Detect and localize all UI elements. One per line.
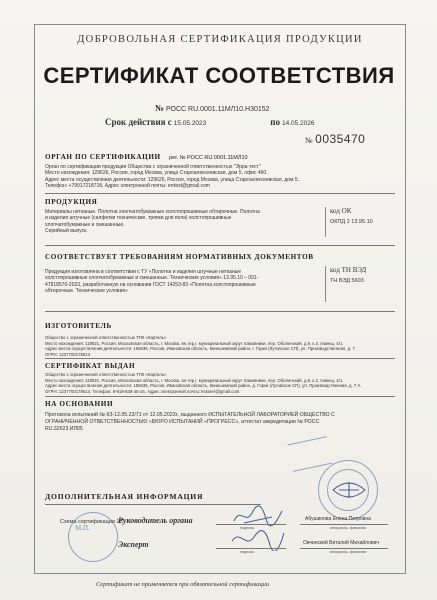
issued-to-details <box>45 372 395 394</box>
expert-name: Овчинский Виталий Михайлович <box>303 540 379 546</box>
basis-details <box>45 412 395 432</box>
registration-label: № <box>155 103 165 113</box>
divider <box>45 358 395 359</box>
blank-label: № <box>305 136 314 145</box>
product-line: хлопчатобумажные и смешанные. <box>45 221 125 228</box>
head-role: Руководитель органа <box>118 516 193 525</box>
cert-body-line: Телефон: +79017218718, Адрес электронной почты: errtest@gmail.com <box>45 182 210 189</box>
validity-to-label: по <box>270 117 280 127</box>
product-code-box <box>325 207 400 237</box>
issued-to-line: Общество с ограниченной ответственностью ТПК «Картель» <box>45 372 167 377</box>
requirements-code: ТН ВЭД 5603 <box>330 278 364 284</box>
requirements-line: холстопрошивные хлопчатобумажные и смешанные. Технические условия» 13.95.10 – 001- <box>45 275 259 282</box>
basis-line: ОГРАНИЧЕННОЙ ОТВЕТСТВЕННОСТЬЮ «БЮРО ИСПЫТАНИЙ «ПРОГРЕСС», аттестат аккредитации № РОСС <box>45 418 320 425</box>
product-line: и изделия штучные (салфетки технические, тряпки для пола) холстопрошивные <box>45 215 232 222</box>
header-band: ДОБРОВОЛЬНАЯ СЕРТИФИКАЦИЯ ПРОДУКЦИИ <box>77 34 363 45</box>
stamp-label: М.П. <box>75 524 90 532</box>
divider <box>45 396 395 397</box>
stamp-seal <box>68 512 118 562</box>
issued-to-line: Место нахождения: 119021, Россия, Московская область, г. Москва, вн.тер.г. муниципальный округ Хамовники, пер. Оболенский, д.9, к.2, помещ. 4/1. <box>45 377 344 383</box>
expert-signature-line <box>216 548 286 549</box>
seal-emblem-icon <box>325 470 373 510</box>
validity-from: 15.05.2023 <box>173 120 207 127</box>
cert-body-reg: рег. № РОСС RU.0001.11МЛ10 <box>169 155 248 161</box>
cert-body-line: Адрес места осуществления деятельности: 129626, Россия, город Москва, улица Староалексеевская, дом 5. <box>45 176 300 183</box>
divider <box>45 311 395 312</box>
product-line: Серийный выпуск. <box>45 227 88 234</box>
expert-sign-caption: подпись <box>240 550 255 554</box>
divider <box>45 245 395 246</box>
expert-name-line <box>300 548 388 549</box>
head-signature-line <box>216 524 286 525</box>
manufacturer-details <box>45 335 395 357</box>
expert-role: Эксперт <box>118 540 149 549</box>
product-code-label: код ОК <box>330 207 352 215</box>
validity-to: 14.05.2026 <box>281 120 315 127</box>
blank-number <box>305 132 365 146</box>
certification-scheme: Схема сертификации 1С <box>60 519 124 525</box>
issued-to-line: Адрес места осуществления деятельности: 155636, Россия, Ивановская область, Кинешемский район, д. Горки (Луговское СП), ул. Производственная, д. 7 А. <box>45 383 362 389</box>
manufacturer-title: ИЗГОТОВИТЕЛЬ <box>45 322 112 330</box>
product-details <box>45 209 315 234</box>
manufacturer-line: Адрес места осуществления деятельности: 155636, Россия, Ивановская область, Кинешемский район, г. Горки (Луговское СП), ул. Производственная, д. 7 <box>45 346 355 352</box>
head-sign-caption: подпись <box>240 526 255 530</box>
requirements-code-label: код ТН ВЭД <box>330 266 367 274</box>
requirements-title: СООТВЕТСТВУЕТ ТРЕБОВАНИЯМ НОРМАТИВНЫХ ДОКУМЕНТОВ <box>45 253 314 261</box>
divider <box>45 193 395 194</box>
registration-value: РОСС RU.0001.11МЛ10.Н30152 <box>166 106 270 113</box>
requirements-line: 47818570-2023, разработанную на основании ГОСТ 14253-83 «Полотна холстопрошивные <box>45 281 256 288</box>
head-name: Абушинова Елена Петровна <box>305 516 371 522</box>
manufacturer-line: Место нахождения: 119021, Россия, Московская область, г. Москва, вн.тер.г. муниципальный округ Хамовники, пер. Оболенский, д.9, к.2, помещ. 4/1. <box>45 340 344 346</box>
basis-title: НА ОСНОВАНИИ <box>45 400 114 408</box>
validity-label: Срок действия с <box>105 117 172 127</box>
page-title: СЕРТИФИКАТ СООТВЕТСТВИЯ <box>43 63 395 88</box>
cert-body-details <box>45 164 390 189</box>
blank-value: 0035470 <box>315 132 366 146</box>
product-code: ОКПД 2 13.95.10 <box>330 219 373 225</box>
additional-info-title: ДОПОЛНИТЕЛЬНАЯ ИНФОРМАЦИЯ <box>45 492 204 501</box>
cert-body-line: Место нахождения: 129626, Россия, город Москва, улица Староалексеевская, дом 5, офис 460. <box>45 170 268 177</box>
product-line: Материалы нетканые. Полотна хлопчатобумажные холстопрошивные обтирочные. Полотна <box>45 209 260 215</box>
manufacturer-line: ОГРН: 1237700178614 <box>45 351 91 357</box>
validity-period <box>105 117 315 127</box>
divider <box>45 504 261 505</box>
manufacturer-line: Общество с ограниченной ответственностью ТПК «Картель» <box>45 335 167 340</box>
head-name-caption: инициалы, фамилия <box>330 526 367 530</box>
requirements-line: Продукция изготовлена в соответствии с ТУ «Полотна и изделия штучные нетканые <box>45 269 242 275</box>
head-name-line <box>300 524 388 525</box>
footer-note: Сертификат не применяется при обязательной сертификации <box>96 581 270 588</box>
basis-line: RU.32623.ИЛ05 <box>45 425 83 432</box>
requirements-line: обтирочные. Технические условия» <box>45 287 128 294</box>
requirements-details <box>45 269 320 294</box>
product-title: ПРОДУКЦИЯ <box>45 198 98 206</box>
basis-line: Протокола испытаний № КЗ-12.05.23/71 от 12.05.2023г., выданного ИСПЫТАТЕЛЬНОЙ ЛАБОРАТОРИЕЙ ОБЩЕСТВО С <box>45 412 335 418</box>
issued-to-title: СЕРТИФИКАТ ВЫДАН <box>45 362 136 370</box>
cert-body-line: Орган по сертификации продукции Общества с ограниченной ответственностью "Эрра-тест" <box>45 164 261 170</box>
expert-name-caption: инициалы, фамилия <box>330 550 367 554</box>
issued-to-line: ОГРН: 1237700178614, Телефон: 8-919-838-45-16, Адрес электронной почты: kssorer@gmail.com <box>45 388 240 394</box>
cert-body-heading: ОРГАН ПО СЕРТИФИКАЦИИ <box>45 153 161 161</box>
requirements-code-box <box>325 266 400 302</box>
registration-number <box>155 103 270 113</box>
cert-body-title <box>45 153 248 161</box>
